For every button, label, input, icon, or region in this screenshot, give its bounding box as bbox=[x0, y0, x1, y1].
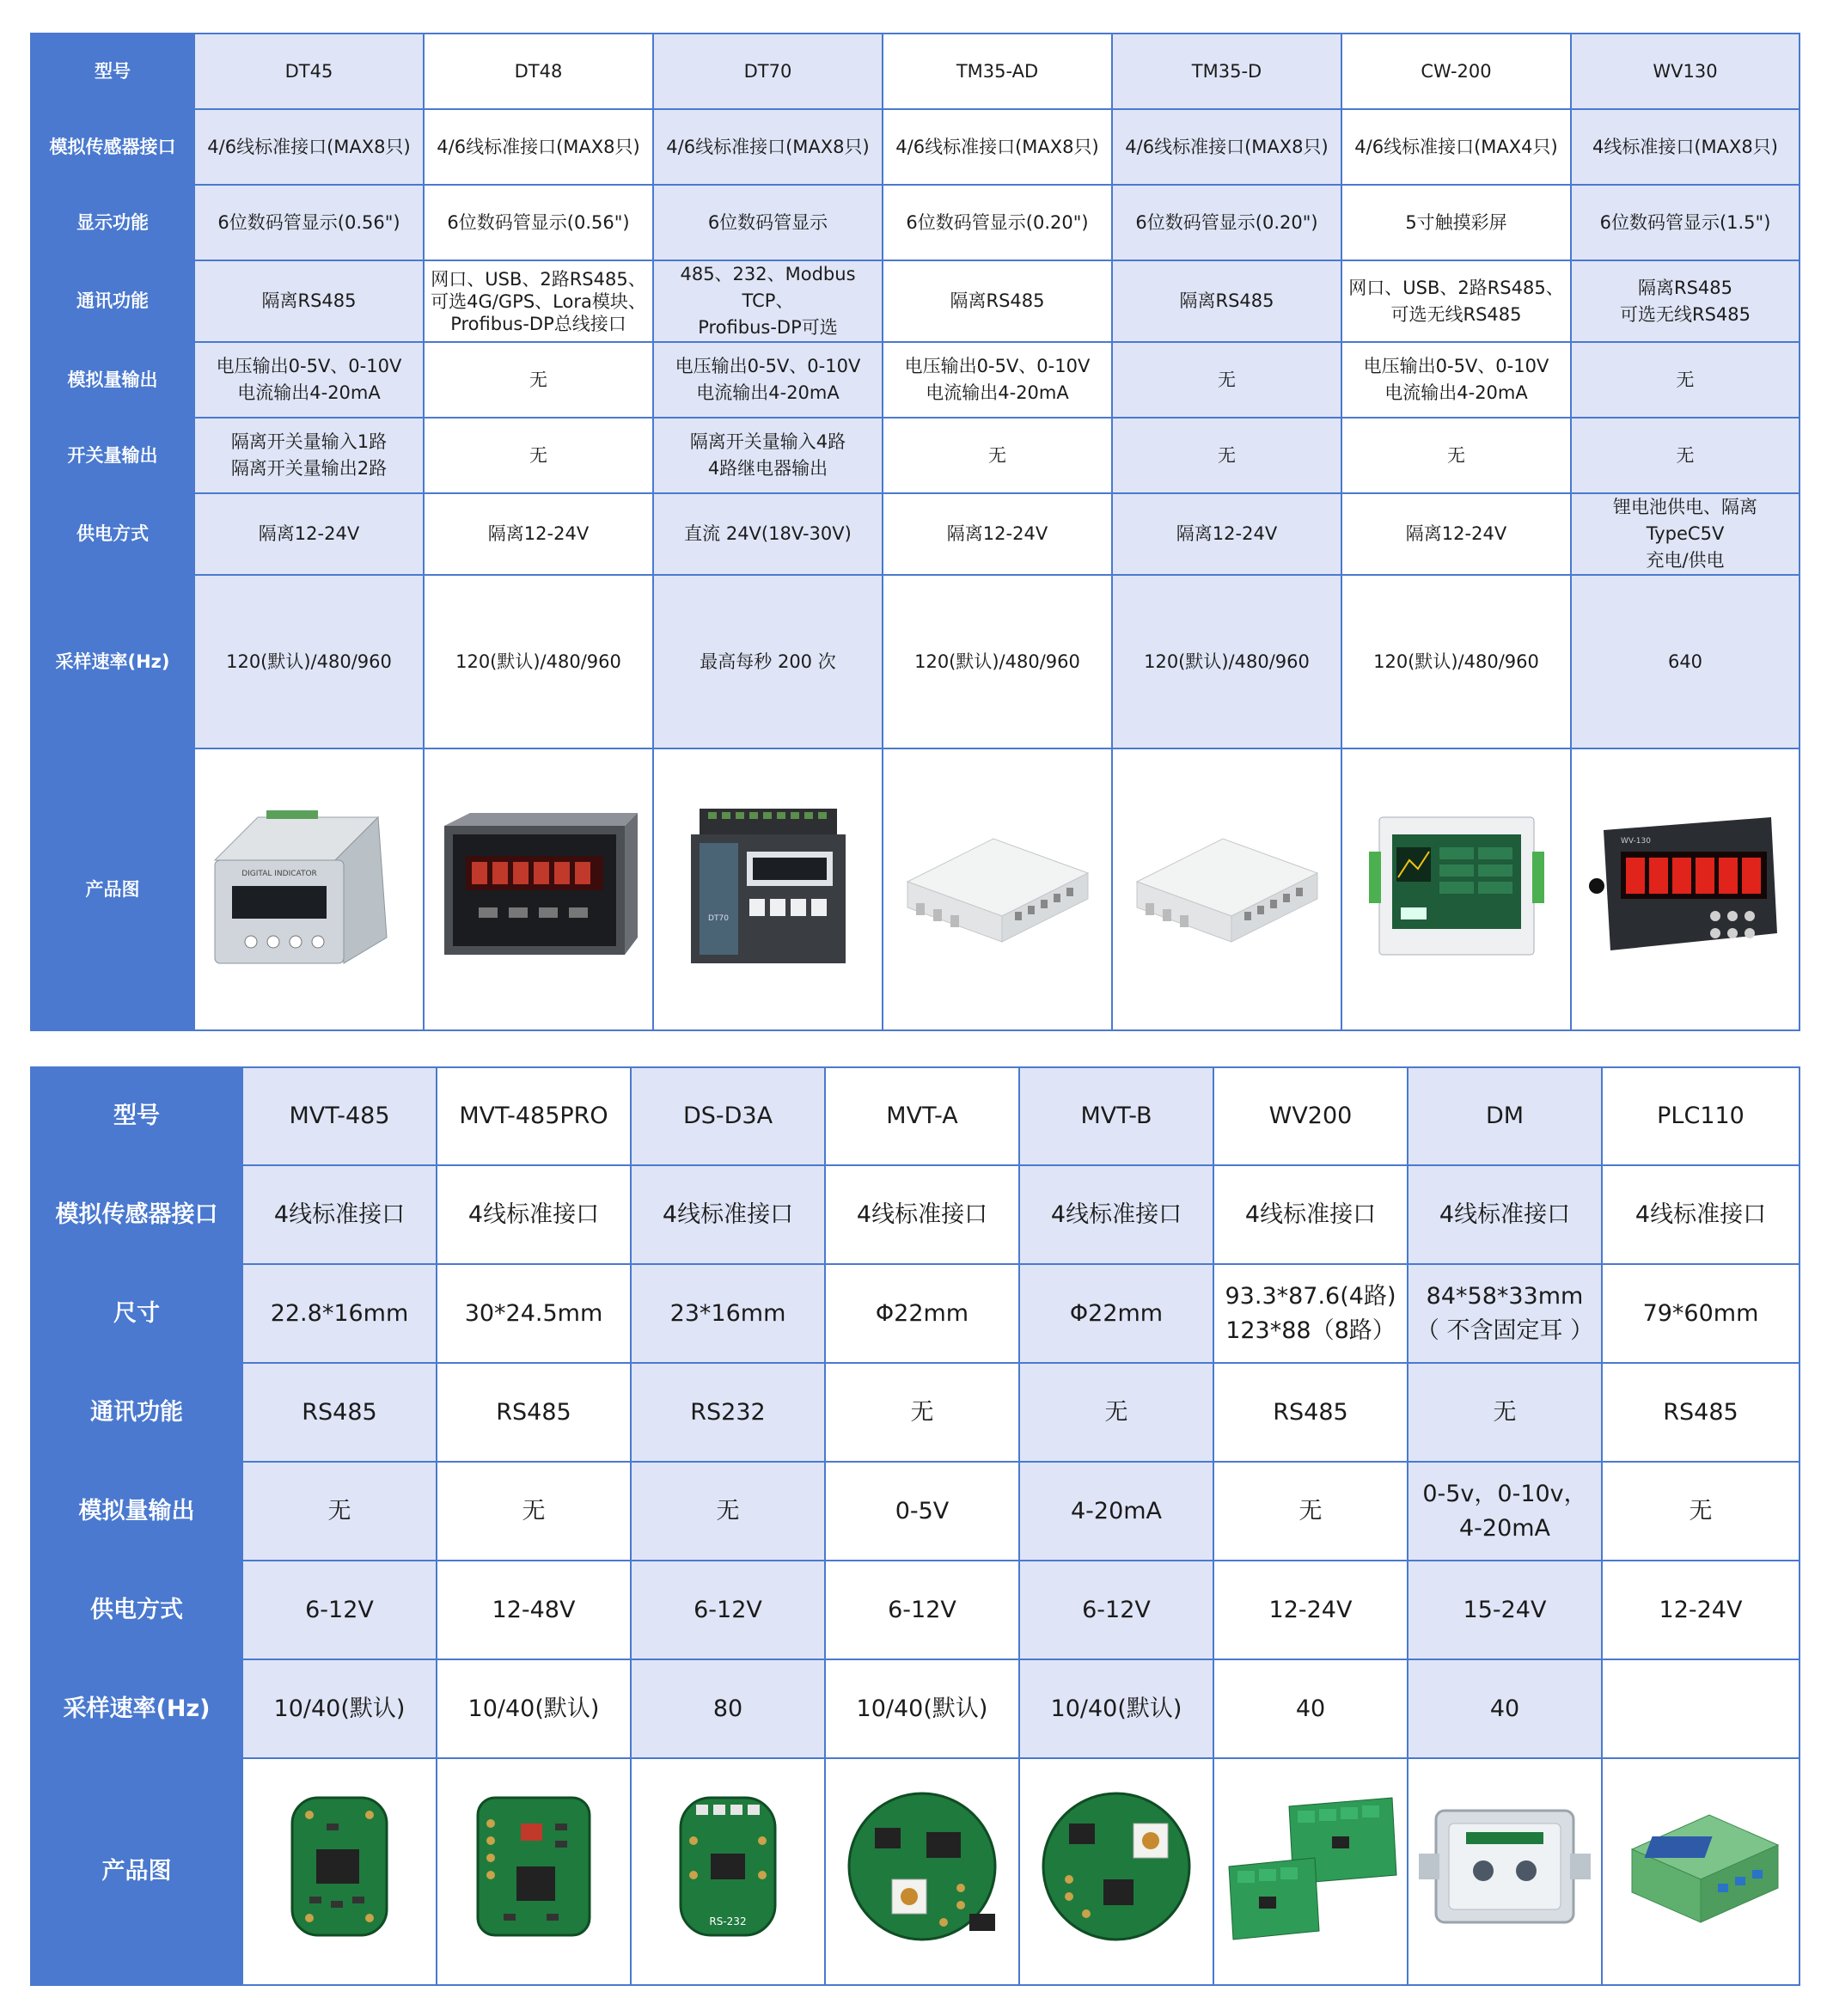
row-size bbox=[31, 1264, 1800, 1363]
cell-image bbox=[242, 1758, 437, 1985]
row-label: 显示功能 bbox=[31, 185, 194, 260]
cell-analog: 电压输出0-5V、0-10V 电流输出4-20mA bbox=[194, 342, 424, 418]
cell-analog: 无 bbox=[1112, 342, 1341, 418]
cell-image bbox=[653, 748, 883, 1030]
cell-display: 6位数码管显示(0.56") bbox=[424, 185, 653, 260]
cell-image bbox=[631, 1758, 825, 1985]
cell-switch: 无 bbox=[1112, 418, 1341, 493]
cell-display: 6位数码管显示(0.20") bbox=[1112, 185, 1341, 260]
transparent-junction-box-photo bbox=[1415, 1793, 1595, 1940]
cell-image bbox=[1571, 748, 1800, 1030]
cell-analog: 电压输出0-5V、0-10V 电流输出4-20mA bbox=[653, 342, 883, 418]
cell-sensor: 4线标准接口 bbox=[1408, 1165, 1602, 1264]
row-analog-output bbox=[31, 342, 1800, 418]
cell-rate: 40 bbox=[1408, 1659, 1602, 1758]
cell-image bbox=[825, 1758, 1019, 1985]
cell-analog: 无 bbox=[242, 1462, 437, 1561]
cell-model: DT45 bbox=[194, 34, 424, 109]
row-product-image bbox=[31, 748, 1800, 1030]
cell-analog: 0-5V bbox=[825, 1462, 1019, 1561]
cell-comm: RS485 bbox=[242, 1363, 437, 1462]
cell-sensor: 4线标准接口 bbox=[242, 1165, 437, 1264]
cell-sensor: 4/6线标准接口(MAX8只) bbox=[653, 109, 883, 185]
row-display bbox=[31, 185, 1800, 260]
row-label: 模拟量输出 bbox=[31, 342, 194, 418]
cell-sensor: 4/6线标准接口(MAX8只) bbox=[883, 109, 1112, 185]
cell-image bbox=[1408, 1758, 1602, 1985]
cell-power: 隔离12-24V bbox=[1112, 493, 1341, 575]
cell-rate: 120(默认)/480/960 bbox=[424, 575, 653, 748]
cell-power: 隔离12-24V bbox=[424, 493, 653, 575]
cell-sensor: 4/6线标准接口(MAX8只) bbox=[1112, 109, 1341, 185]
cell-display: 6位数码管显示(1.5") bbox=[1571, 185, 1800, 260]
row-sensor bbox=[31, 109, 1800, 185]
cell-model: DT48 bbox=[424, 34, 653, 109]
cell-model: WV200 bbox=[1213, 1067, 1408, 1165]
cell-size: 79*60mm bbox=[1602, 1264, 1800, 1363]
cell-analog: 无 bbox=[1213, 1462, 1408, 1561]
row-label: 供电方式 bbox=[31, 493, 194, 575]
row-label: 采样速率(Hz) bbox=[31, 575, 194, 748]
cell-rate: 120(默认)/480/960 bbox=[1112, 575, 1341, 748]
cell-power: 15-24V bbox=[1408, 1561, 1602, 1659]
cell-comm: 网口、USB、2路RS485、 可选无线RS485 bbox=[1341, 260, 1571, 342]
cell-rate: 120(默认)/480/960 bbox=[883, 575, 1112, 748]
cell-image bbox=[1112, 748, 1341, 1030]
cell-analog: 电压输出0-5V、0-10V 电流输出4-20mA bbox=[883, 342, 1112, 418]
row-comm bbox=[31, 1363, 1800, 1462]
cell-image bbox=[1602, 1758, 1800, 1985]
cell-size: 30*24.5mm bbox=[437, 1264, 631, 1363]
cell-comm: 隔离RS485 可选无线RS485 bbox=[1571, 260, 1800, 342]
cell-model: CW-200 bbox=[1341, 34, 1571, 109]
green-pcb-rectangular-photo bbox=[284, 1789, 395, 1944]
cell-display: 6位数码管显示(0.20") bbox=[883, 185, 1112, 260]
cell-rate: 10/40(默认) bbox=[825, 1659, 1019, 1758]
indicator-label: DIGITAL INDICATOR bbox=[241, 869, 317, 878]
row-power bbox=[31, 493, 1800, 575]
cell-power: 6-12V bbox=[825, 1561, 1019, 1659]
din-rail-controller-photo bbox=[682, 800, 854, 972]
cell-sensor: 4线标准接口(MAX8只) bbox=[1571, 109, 1800, 185]
cell-power: 12-24V bbox=[1213, 1561, 1408, 1659]
cell-sensor: 4线标准接口 bbox=[1019, 1165, 1213, 1264]
row-analog-output bbox=[31, 1462, 1800, 1561]
row-model bbox=[31, 34, 1800, 109]
cell-power: 隔离12-24V bbox=[194, 493, 424, 575]
cell-image bbox=[1019, 1758, 1213, 1985]
cell-comm: 485、232、Modbus TCP、 Profibus-DP可选 bbox=[653, 260, 883, 342]
white-slim-module-photo bbox=[1128, 822, 1326, 950]
cell-power: 6-12V bbox=[242, 1561, 437, 1659]
wv130-label: WV-130 bbox=[1621, 836, 1651, 846]
dt70-label: DT70 bbox=[707, 913, 729, 923]
cell-sensor: 4线标准接口 bbox=[631, 1165, 825, 1264]
cell-switch: 隔离开关量输入4路 4路继电器输出 bbox=[653, 418, 883, 493]
cell-image bbox=[883, 748, 1112, 1030]
cell-power: 直流 24V(18V-30V) bbox=[653, 493, 883, 575]
cell-model: DM bbox=[1408, 1067, 1602, 1165]
cell-size: Φ22mm bbox=[825, 1264, 1019, 1363]
row-label: 型号 bbox=[31, 1067, 242, 1165]
cell-model: MVT-485 bbox=[242, 1067, 437, 1165]
cell-analog: 无 bbox=[631, 1462, 825, 1561]
cell-comm: 无 bbox=[1408, 1363, 1602, 1462]
cell-comm: RS485 bbox=[1213, 1363, 1408, 1462]
row-product-image bbox=[31, 1758, 1800, 1985]
cell-comm: 隔离RS485 bbox=[1112, 260, 1341, 342]
cell-image bbox=[437, 1758, 631, 1985]
cell-rate bbox=[1602, 1659, 1800, 1758]
cell-switch: 无 bbox=[1571, 418, 1800, 493]
cell-comm: 无 bbox=[1019, 1363, 1213, 1462]
cell-rate: 10/40(默认) bbox=[242, 1659, 437, 1758]
cell-comm: RS485 bbox=[1602, 1363, 1800, 1462]
cell-model: MVT-A bbox=[825, 1067, 1019, 1165]
cell-comm: 隔离RS485 bbox=[194, 260, 424, 342]
cell-image bbox=[424, 748, 653, 1030]
row-model bbox=[31, 1067, 1800, 1165]
cell-size: 23*16mm bbox=[631, 1264, 825, 1363]
cell-model: DT70 bbox=[653, 34, 883, 109]
cell-rate: 10/40(默认) bbox=[1019, 1659, 1213, 1758]
cell-sensor: 4线标准接口 bbox=[1213, 1165, 1408, 1264]
green-multichannel-boards-photo bbox=[1220, 1789, 1401, 1944]
row-label: 模拟量输出 bbox=[31, 1462, 242, 1561]
cell-model: DS-D3A bbox=[631, 1067, 825, 1165]
green-pcb-round-photo bbox=[1035, 1785, 1198, 1948]
digital-indicator-photo bbox=[206, 800, 412, 972]
row-comm bbox=[31, 260, 1800, 342]
cell-size: Φ22mm bbox=[1019, 1264, 1213, 1363]
row-label: 产品图 bbox=[31, 748, 194, 1030]
spec-table-1 bbox=[30, 33, 1800, 1031]
cell-sensor: 4/6线标准接口(MAX8只) bbox=[424, 109, 653, 185]
green-pcb-round-photo bbox=[840, 1785, 1004, 1948]
row-label: 产品图 bbox=[31, 1758, 242, 1985]
cell-power: 6-12V bbox=[1019, 1561, 1213, 1659]
cell-comm: RS232 bbox=[631, 1363, 825, 1462]
row-label: 开关量输出 bbox=[31, 418, 194, 493]
cell-comm: RS485 bbox=[437, 1363, 631, 1462]
cell-analog: 无 bbox=[437, 1462, 631, 1561]
row-label: 模拟传感器接口 bbox=[31, 109, 194, 185]
cell-rate: 80 bbox=[631, 1659, 825, 1758]
cell-image bbox=[194, 748, 424, 1030]
row-label: 尺寸 bbox=[31, 1264, 242, 1363]
cell-analog: 无 bbox=[1571, 342, 1800, 418]
cell-power: 12-48V bbox=[437, 1561, 631, 1659]
cell-rate: 120(默认)/480/960 bbox=[1341, 575, 1571, 748]
cell-display: 6位数码管显示(0.56") bbox=[194, 185, 424, 260]
row-sample-rate bbox=[31, 575, 1800, 748]
cell-model: TM35-AD bbox=[883, 34, 1112, 109]
cell-size: 22.8*16mm bbox=[242, 1264, 437, 1363]
cell-size: 84*58*33mm （ 不含固定耳 ） bbox=[1408, 1264, 1602, 1363]
green-pcb-square-photo bbox=[469, 1789, 598, 1944]
cell-display: 6位数码管显示 bbox=[653, 185, 883, 260]
cell-power: 6-12V bbox=[631, 1561, 825, 1659]
cell-analog: 无 bbox=[424, 342, 653, 418]
din-rail-green-module-photo bbox=[1615, 1798, 1787, 1935]
green-pcb-rs232-photo bbox=[672, 1789, 784, 1944]
row-sensor bbox=[31, 1165, 1800, 1264]
row-power bbox=[31, 1561, 1800, 1659]
cell-sensor: 4线标准接口 bbox=[1602, 1165, 1800, 1264]
cell-power: 12-24V bbox=[1602, 1561, 1800, 1659]
touch-screen-terminal-photo bbox=[1362, 800, 1551, 972]
cell-switch: 无 bbox=[424, 418, 653, 493]
cell-power: 隔离12-24V bbox=[1341, 493, 1571, 575]
cell-model: WV130 bbox=[1571, 34, 1800, 109]
cell-sensor: 4/6线标准接口(MAX8只) bbox=[194, 109, 424, 185]
row-label: 模拟传感器接口 bbox=[31, 1165, 242, 1264]
cell-rate: 10/40(默认) bbox=[437, 1659, 631, 1758]
cell-comm: 隔离RS485 bbox=[883, 260, 1112, 342]
cell-model: TM35-D bbox=[1112, 34, 1341, 109]
cell-rate: 640 bbox=[1571, 575, 1800, 748]
row-sample-rate bbox=[31, 1659, 1800, 1758]
cell-analog: 电压输出0-5V、0-10V 电流输出4-20mA bbox=[1341, 342, 1571, 418]
cell-display: 5寸触摸彩屏 bbox=[1341, 185, 1571, 260]
cell-image bbox=[1341, 748, 1571, 1030]
cell-analog: 无 bbox=[1602, 1462, 1800, 1561]
rs232-label: RS-232 bbox=[709, 1915, 747, 1927]
row-label: 型号 bbox=[31, 34, 194, 109]
cell-switch: 无 bbox=[883, 418, 1112, 493]
white-slim-module-photo bbox=[899, 822, 1097, 950]
cell-comm: 无 bbox=[825, 1363, 1019, 1462]
cell-power: 锂电池供电、隔离TypeC5V 充电/供电 bbox=[1571, 493, 1800, 575]
row-label: 采样速率(Hz) bbox=[31, 1659, 242, 1758]
cell-rate: 120(默认)/480/960 bbox=[194, 575, 424, 748]
cell-comm: 网口、USB、2路RS485、 可选4G/GPS、Lora模块、 Profibus-DP总线接口 bbox=[424, 260, 653, 342]
cell-rate: 40 bbox=[1213, 1659, 1408, 1758]
cell-image bbox=[1213, 1758, 1408, 1985]
cell-model: PLC110 bbox=[1602, 1067, 1800, 1165]
cell-rate: 最高每秒 200 次 bbox=[653, 575, 883, 748]
row-label: 通讯功能 bbox=[31, 260, 194, 342]
large-red-led-display-photo bbox=[1586, 804, 1784, 968]
cell-analog: 0-5v，0-10v， 4-20mA bbox=[1408, 1462, 1602, 1561]
cell-sensor: 4线标准接口 bbox=[825, 1165, 1019, 1264]
cell-size: 93.3*87.6(4路) 123*88（8路） bbox=[1213, 1264, 1408, 1363]
row-label: 通讯功能 bbox=[31, 1363, 242, 1462]
cell-sensor: 4/6线标准接口(MAX4只) bbox=[1341, 109, 1571, 185]
cell-model: MVT-485PRO bbox=[437, 1067, 631, 1165]
black-panel-indicator-photo bbox=[436, 809, 642, 963]
spec-table-2 bbox=[30, 1066, 1800, 1986]
cell-sensor: 4线标准接口 bbox=[437, 1165, 631, 1264]
cell-analog: 4-20mA bbox=[1019, 1462, 1213, 1561]
row-label: 供电方式 bbox=[31, 1561, 242, 1659]
cell-switch: 隔离开关量输入1路 隔离开关量输出2路 bbox=[194, 418, 424, 493]
cell-model: MVT-B bbox=[1019, 1067, 1213, 1165]
row-switch-output bbox=[31, 418, 1800, 493]
cell-switch: 无 bbox=[1341, 418, 1571, 493]
cell-power: 隔离12-24V bbox=[883, 493, 1112, 575]
